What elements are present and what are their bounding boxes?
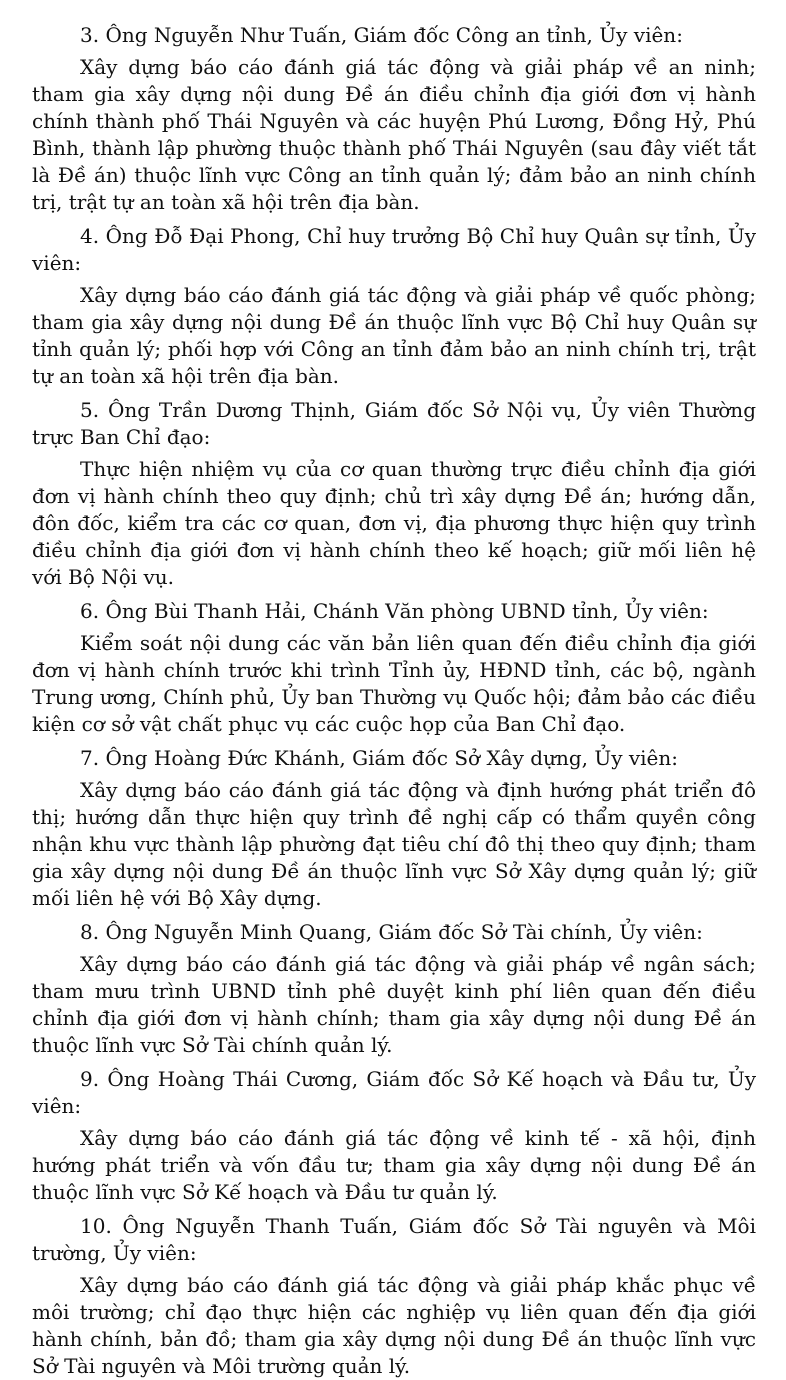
member-title: 10. Ông Nguyễn Thanh Tuấn, Giám đốc Sở Tài nguyên và Môi trường, Ủy viên: [32,1214,756,1265]
member-title: 4. Ông Đỗ Đại Phong, Chỉ huy trưởng Bộ Chỉ huy Quân sự tỉnh, Ủy viên: [32,224,756,275]
member-duty: Xây dựng báo cáo đánh giá tác động và giải pháp về quốc phòng; tham gia xây dựng nội dung Đề án thuộc lĩnh vực Bộ Chỉ huy Quân sự tỉnh quản lý; phối hợp với Công an tỉnh đảm bảo an ninh chính trị, trật tự an toàn xã hội trên địa bàn. [32,283,756,388]
member-entry [32,745,756,912]
member-title: 9. Ông Hoàng Thái Cương, Giám đốc Sở Kế hoạch và Đầu tư, Ủy viên: [32,1067,756,1118]
member-title: 8. Ông Nguyễn Minh Quang, Giám đốc Sở Tài chính, Ủy viên: [80,920,703,944]
member-entry [32,598,756,738]
member-title: 5. Ông Trần Dương Thịnh, Giám đốc Sở Nội vụ, Ủy viên Thường trực Ban Chỉ đạo: [32,398,756,449]
member-entry [32,919,756,1059]
member-duty: Xây dựng báo cáo đánh giá tác động và giải pháp về ngân sách; tham mưu trình UBND tỉnh phê duyệt kinh phí liên quan đến điều chỉnh địa giới đơn vị hành chính; tham gia xây dựng nội dung Đề án thuộc lĩnh vực Sở Tài chính quản lý. [32,952,756,1057]
member-duty: Xây dựng báo cáo đánh giá tác động về kinh tế - xã hội, định hướng phát triển và vốn đầu tư; tham gia xây dựng nội dung Đề án thuộc lĩnh vực Sở Kế hoạch và Đầu tư quản lý. [32,1126,756,1204]
member-entry [32,1213,756,1380]
member-title: 3. Ông Nguyễn Như Tuấn, Giám đốc Công an tỉnh, Ủy viên: [80,23,683,47]
member-duty: Xây dựng báo cáo đánh giá tác động và giải pháp khắc phục về môi trường; chỉ đạo thực hiện các nghiệp vụ liên quan đến địa giới hành chính, bản đồ; tham gia xây dựng nội dung Đề án thuộc lĩnh vực Sở Tài nguyên và Môi trường quản lý. [32,1273,756,1378]
member-title: 6. Ông Bùi Thanh Hải, Chánh Văn phòng UBND tỉnh, Ủy viên: [80,599,709,623]
member-duty: Xây dựng báo cáo đánh giá tác động và giải pháp về an ninh; tham gia xây dựng nội dung Đề án điều chỉnh địa giới đơn vị hành chính thành phố Thái Nguyên và các huyện Phú Lương, Đồng Hỷ, Phú Bình, thành lập phường thuộc thành phố Thái Nguyên (sau đây viết tắt là Đề án) thuộc lĩnh vực Công an tỉnh quản lý; đảm bảo an ninh chính trị, trật tự an toàn xã hội trên địa bàn. [32,55,756,214]
member-entry [32,223,756,390]
member-entry [32,397,756,591]
member-duty: Thực hiện nhiệm vụ của cơ quan thường trực điều chỉnh địa giới đơn vị hành chính theo quy định; chủ trì xây dựng Đề án; hướng dẫn, đôn đốc, kiểm tra các cơ quan, đơn vị, địa phương thực hiện quy trình điều chỉnh địa giới đơn vị hành chính theo kế hoạch; giữ mối liên hệ với Bộ Nội vụ. [32,457,756,589]
member-entry [32,1066,756,1206]
member-duty: Xây dựng báo cáo đánh giá tác động và định hướng phát triển đô thị; hướng dẫn thực hiện quy trình đề nghị cấp có thẩm quyền công nhận khu vực thành lập phường đạt tiêu chí đô thị theo quy định; tham gia xây dựng nội dung Đề án thuộc lĩnh vực Sở Xây dựng quản lý; giữ mối liên hệ với Bộ Xây dựng. [32,778,756,910]
member-title: 7. Ông Hoàng Đức Khánh, Giám đốc Sở Xây dựng, Ủy viên: [80,746,679,770]
member-entry [32,22,756,216]
member-duty: Kiểm soát nội dung các văn bản liên quan đến điều chỉnh địa giới đơn vị hành chính trước khi trình Tỉnh ủy, HĐND tỉnh, các bộ, ngành Trung ương, Chính phủ, Ủy ban Thường vụ Quốc hội; đảm bảo các điều kiện cơ sở vật chất phục vụ các cuộc họp của Ban Chỉ đạo. [32,631,756,736]
